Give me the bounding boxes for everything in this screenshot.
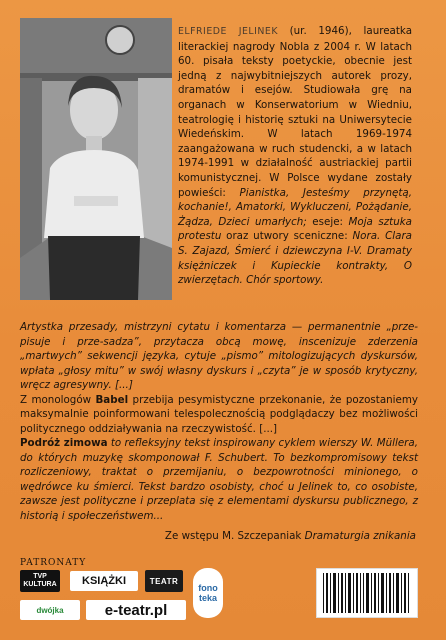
quote-source — [165, 530, 416, 542]
author-bio — [178, 24, 412, 288]
tvp-kultura-logo — [20, 570, 60, 592]
patronaty-label: PATRONATY — [20, 558, 87, 568]
author-photo-image — [20, 18, 172, 300]
blurb-babel-title: Babel — [95, 393, 129, 406]
blurb-paragraph-2: przebija pesymistyczne przekonanie, że pozostaniemy maksymalnie poinformowani telespolecznością podglądaczy bez możliwości politycznego oddziaływania na rzeczywistość. [...] — [20, 393, 418, 435]
author-name: ELFRIEDE JELINEK — [178, 26, 278, 37]
author-photo — [20, 18, 172, 300]
blurb — [20, 320, 418, 523]
blurb-paragraph-2-lead: Z monologów — [20, 393, 96, 406]
dwojka-logo: dwójka — [20, 600, 80, 620]
ksiazki-logo: KSIĄŻKI — [70, 571, 138, 591]
fonoteka-line-1: fono — [198, 583, 218, 593]
bio-essays-lead: eseje: — [306, 215, 349, 228]
tvp-kultura-text: KULTURA — [23, 581, 57, 588]
blurb-podroz-title: Podróż zimowa — [20, 437, 108, 449]
source-title: Dramaturgia znikania — [304, 530, 416, 542]
tvp-logo-text: TVP — [33, 573, 47, 580]
bio-novels: Pianistka, Jesteśmy przynętą, kochanie!, Amatorki, Wykluczeni, Pożądanie, Żądza, Dzieci umarłych; — [178, 186, 412, 228]
blurb-paragraph-3: to refleksyjny tekst inspirowany cyklem wierszy W. Müllera, do których muzykę skomponował F. Schubert. To bezkompromisowy tekst rozliczeniowy, traktat o przemijaniu, o bezpowrotności minionego, o wędrówce ku śmierci. Tekst bardzo osobisty, choć u Jelinek to, co osobiste, zawsze jest polityczne i przeplata się z elementami dyskursu publicznego, z historią i społeczeństwem... — [20, 437, 418, 522]
barcode — [316, 568, 418, 618]
bio-essays: Moja sztuka protestu — [178, 215, 412, 243]
source-lead: Ze wstępu M. Szczepaniak — [164, 530, 305, 542]
fonoteka-logo — [193, 568, 223, 618]
bio-plays-lead: oraz utwory sceniczne: — [221, 230, 353, 243]
bio-plays: Nora. Clara S. Zajazd, Śmierć i dziewczyna I-V. Dramaty księżniczek i Kupieckie kontrakty, O zwierzętach. Chór sportowy. — [178, 230, 412, 287]
teatr-logo: TEATR — [145, 570, 183, 592]
e-teatr-logo: e-teatr.pl — [86, 600, 186, 620]
barcode-icon — [317, 569, 417, 617]
blurb-paragraph-1: Artystka przesady, mistrzyni cytatu i komentarza — permanentnie „prze-pisuje i prze-sadza”, przytacza obcą mowę, inscenizuje zderzenia „martwych” sekwencji języka, cytuje „pismo” mitologizujących dyskursów, wpłata „głosy mitu” w swój własny dyskurs i „czyta” je w sposób krytyczny, wręcz agresywny. [...] — [20, 321, 418, 391]
bio-text: (ur. 1946), laureatka literackiej nagrody Nobla z 2004 r. W latach 60. pisała teksty poetyckie, obecnie jest jedną z najwybitniejszych autorek prozy, dramatów i esejów. Studiowała grę na organach w Konserwatorium w Wiedniu, teatrologię i historię sztuki na Uniwersytecie Wiedeńskim. W latach 1969-1974 zaangażowana w ruch studencki, a w latach 1974-1991 w działalność austriackiej partii komunistycznej. W Polsce wydane zostały powieści: — [178, 25, 412, 199]
fonoteka-line-2: teka — [198, 593, 217, 603]
